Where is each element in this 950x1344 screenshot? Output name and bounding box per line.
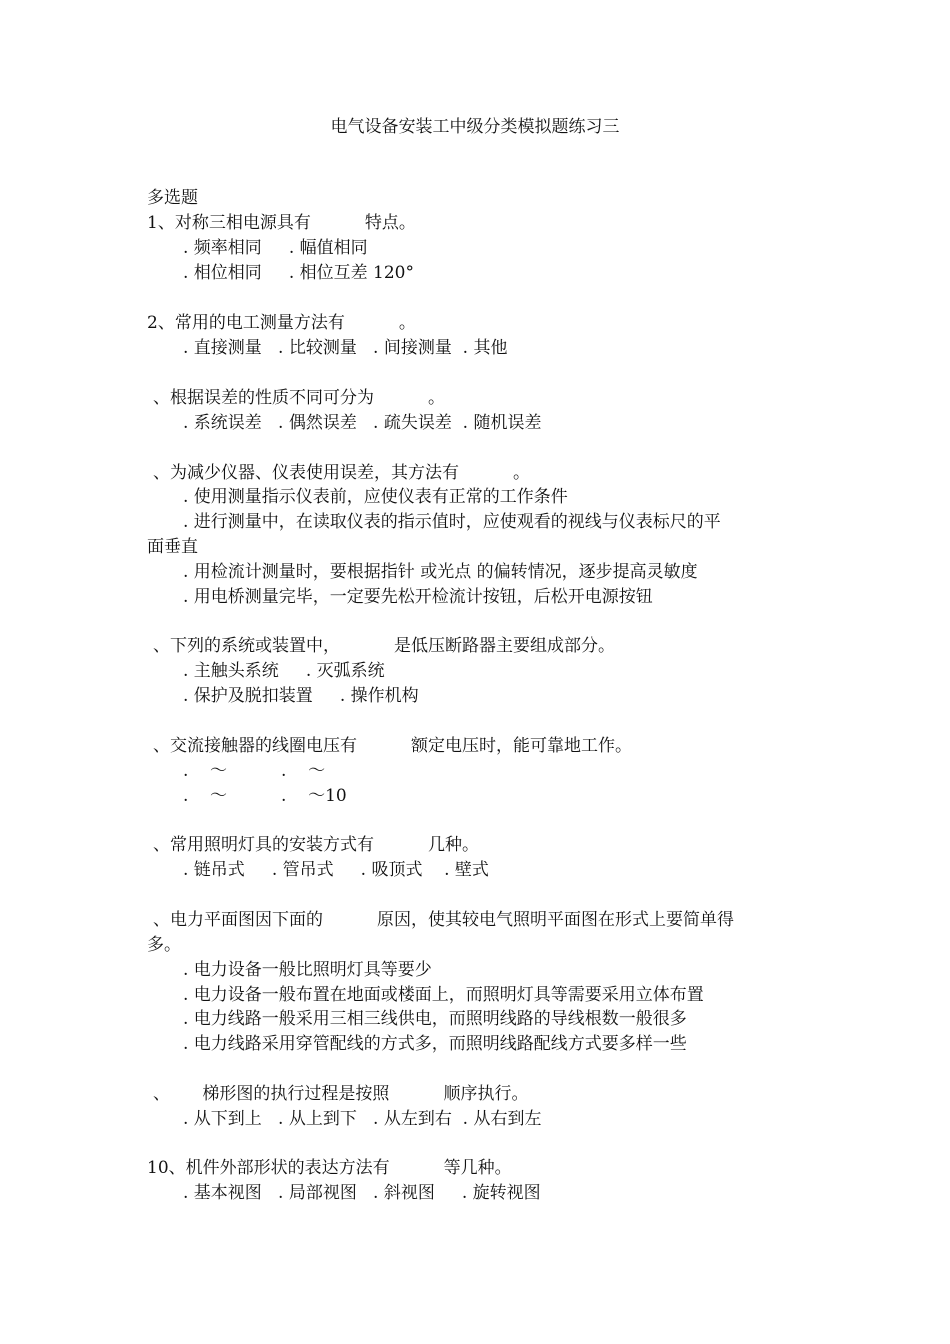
question-6-options-row-2: . ～ . ～10 [183,786,347,806]
question-9-options: . 从下到上 . 从上到下 . 从左到右 . 从右到左 [183,1109,542,1129]
page-title: 电气设备安装工中级分类模拟题练习三 [330,117,620,137]
question-8-option-c: . 电力线路一般采用三相三线供电，而照明线路的导线根数一般很多 [183,1009,687,1029]
question-6: 、交流接触器的线圈电压有 额定电压时，能可靠地工作。 [153,736,633,756]
question-2: 2、常用的电工测量方法有 。 [147,313,416,333]
question-2-options: . 直接测量 . 比较测量 . 间接测量 . 其他 [183,338,508,358]
question-8: 、电力平面图因下面的 原因，使其较电气照明平面图在形式上要简单得 [153,910,735,930]
question-1-options-row-2: . 相位相同 . 相位互差 120° [183,263,414,283]
question-8-option-b: . 电力设备一般布置在地面或楼面上，而照明灯具等需要采用立体布置 [183,985,704,1005]
question-5-options-row-2: . 保护及脱扣装置 . 操作机构 [183,686,419,706]
question-4: 、为减少仪器、仪表使用误差，其方法有 。 [153,463,531,483]
question-1-options-row-1: . 频率相同 . 幅值相同 [183,238,368,258]
question-6-options-row-1: . ～ . ～ [183,761,326,781]
question-3-options: . 系统误差 . 偶然误差 . 疏失误差 . 随机误差 [183,413,542,433]
section-heading: 多选题 [147,188,198,208]
question-7: 、常用照明灯具的安装方式有 几种。 [153,835,480,855]
question-10-options: . 基本视图 . 局部视图 . 斜视图 . 旋转视图 [183,1183,541,1203]
question-5: 、下列的系统或装置中， 是低压断路器主要组成部分。 [153,636,616,656]
question-9: 、 梯形图的执行过程是按照 顺序执行。 [153,1084,529,1104]
question-4-option-b: . 进行测量中，在读取仪表的指示值时，应使观看的视线与仪表标尺的平 [183,512,721,532]
question-7-options: . 链吊式 . 管吊式 . 吸顶式 . 壁式 [183,860,489,880]
question-1: 1、对称三相电源具有 特点。 [147,213,416,233]
question-4-option-a: . 使用测量指示仪表前，应使仪表有正常的工作条件 [183,487,568,507]
question-4-option-d: . 用电桥测量完毕，一定要先松开检流计按钮，后松开电源按钮 [183,587,653,607]
question-4-option-c: . 用检流计测量时，要根据指针 或光点 的偏转情况，逐步提高灵敏度 [183,562,698,582]
question-4-option-b-continued: 面垂直 [147,537,198,557]
question-10: 10、机件外部形状的表达方法有 等几种。 [147,1158,512,1178]
question-3: 、根据误差的性质不同可分为 。 [153,388,446,408]
question-8-option-a: . 电力设备一般比照明灯具等要少 [183,960,432,980]
question-8-continued: 多。 [147,935,181,955]
question-8-option-d: . 电力线路采用穿管配线的方式多，而照明线路配线方式要多样一些 [183,1034,687,1054]
question-5-options-row-1: . 主触头系统 . 灭弧系统 [183,661,385,681]
